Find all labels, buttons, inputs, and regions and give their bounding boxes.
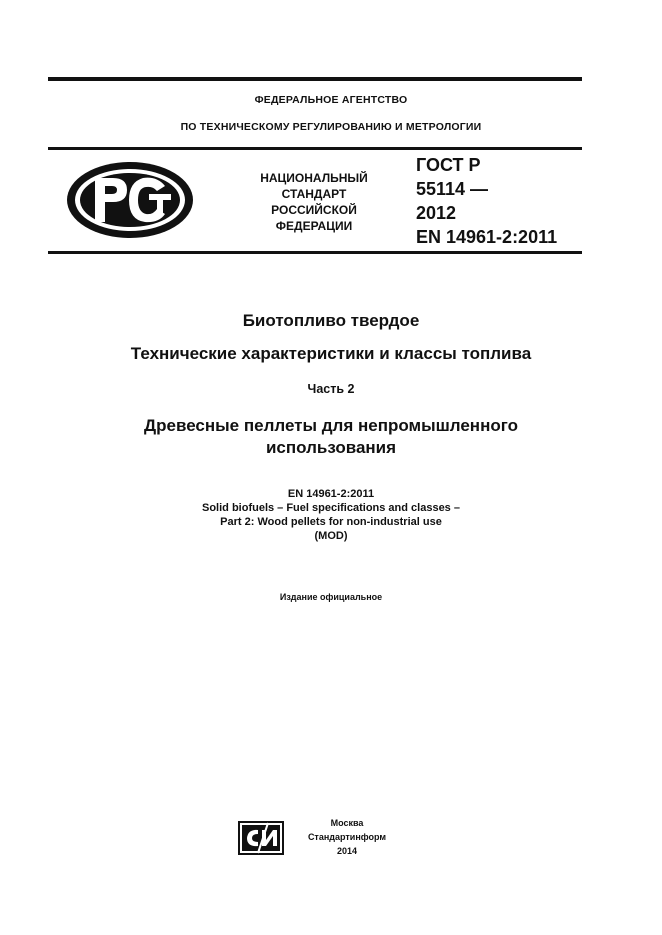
english-line-2: Solid biofuels – Fuel specifications and classes –: [202, 502, 460, 514]
standartinform-logo-icon: [238, 821, 284, 855]
english-line-4: (MOD): [314, 530, 348, 542]
designation-line-2: 55114 —: [416, 179, 489, 199]
national-line-2: СТАНДАРТ: [281, 187, 347, 201]
national-standard-label: [232, 170, 396, 234]
agency-line-2: ПО ТЕХНИЧЕСКОМУ РЕГУЛИРОВАНИЮ И МЕТРОЛОГИИ: [180, 121, 482, 133]
middle-rule: [48, 147, 582, 150]
english-line-3: Part 2: Wood pellets for non-industrial use: [220, 516, 442, 528]
bottom-rule: [48, 251, 582, 254]
subtitle-line-2: использования: [265, 438, 397, 457]
publisher-block: [294, 816, 400, 858]
title-line-1: Биотопливо твердое: [242, 311, 420, 330]
rst-certification-mark-icon: [65, 160, 195, 240]
top-rule: [48, 77, 582, 81]
publication-year: 2014: [336, 846, 358, 856]
publisher-city: Москва: [330, 818, 364, 828]
national-line-1: НАЦИОНАЛЬНЫЙ: [260, 171, 368, 185]
title-line-2: Технические характеристики и классы топлива: [130, 344, 532, 363]
designation-line-1: ГОСТ Р: [416, 155, 481, 175]
english-line-1: EN 14961-2:2011: [287, 488, 375, 500]
subtitle: [0, 415, 662, 459]
part-label: Часть 2: [307, 382, 355, 396]
standard-designation: [416, 153, 557, 249]
subtitle-line-1: Древесные пеллеты для непромышленного: [144, 416, 518, 435]
english-reference: [0, 487, 662, 543]
designation-line-4: EN 14961-2:2011: [416, 227, 558, 247]
agency-line-1: ФЕДЕРАЛЬНОЕ АГЕНТСТВО: [254, 94, 408, 106]
publisher-name: Стандартинформ: [307, 832, 387, 842]
designation-line-3: 2012: [416, 203, 457, 223]
national-line-3: РОССИЙСКОЙ: [271, 203, 357, 217]
national-line-4: ФЕДЕРАЦИИ: [275, 219, 353, 233]
edition-note: Издание официальное: [279, 592, 383, 602]
